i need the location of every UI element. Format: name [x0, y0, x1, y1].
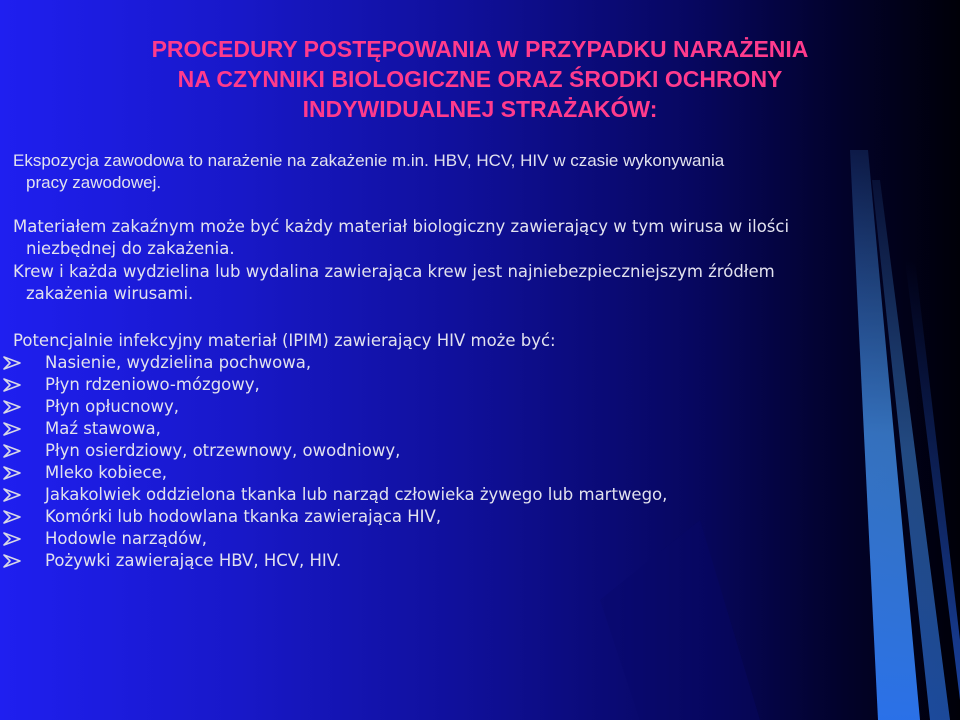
list-item: [0, 374, 667, 396]
list-intro: Potencjalnie infekcyjny materiał (IPIM) zawierający HIV może być:: [13, 331, 556, 350]
list-item: [0, 440, 667, 462]
paragraph-exposure: Ekspozycja zawodowa to narażenie na zakażenie m.in. HBV, HCV, HIV w czasie wykonywania pracy zawodowej.: [13, 151, 725, 192]
list-item-text: Płyn opłucnowy,: [45, 397, 179, 416]
title-line-2: NA CZYNNIKI BIOLOGICZNE ORAZ ŚRODKI OCHRONY: [177, 66, 783, 92]
list-item: [0, 528, 667, 550]
list-item: [0, 506, 667, 528]
arrowhead-bullet-icon: [3, 554, 21, 568]
list-item-text: Płyn rdzeniowo-mózgowy,: [45, 375, 260, 394]
paragraph-blood-source: Krew i każda wydzielina lub wydalina zawierająca krew jest najniebezpieczniejszym źródłem zakażenia wirusami.: [13, 262, 775, 303]
list-item-text: Nasienie, wydzielina pochwowa,: [45, 353, 312, 372]
arrowhead-bullet-icon: [3, 510, 21, 524]
arrowhead-bullet-icon: [3, 466, 21, 480]
arrowhead-bullet-icon: [3, 488, 21, 502]
list-item-text: Hodowle narządów,: [45, 529, 207, 548]
list-item: [0, 396, 667, 418]
list-item-text: Mleko kobiece,: [45, 463, 168, 482]
list-item-text: Jakakolwiek oddzielona tkanka lub narząd człowieka żywego lub martwego,: [45, 485, 668, 504]
list-item: [0, 418, 667, 440]
arrowhead-bullet-icon: [3, 400, 21, 414]
list-item-text: Płyn osierdziowy, otrzewnowy, owodniowy,: [45, 441, 401, 460]
arrowhead-bullet-icon: [3, 378, 21, 392]
list-item: [0, 484, 667, 506]
arrowhead-bullet-icon: [3, 422, 21, 436]
list-item-text: Maź stawowa,: [45, 419, 161, 438]
title-line-3: INDYWIDUALNEJ STRAŻAKÓW:: [302, 96, 658, 122]
list-item-text: Komórki lub hodowlana tkanka zawierająca HIV,: [45, 507, 442, 526]
list-item: [0, 462, 667, 484]
arrowhead-bullet-icon: [3, 444, 21, 458]
arrowhead-bullet-icon: [3, 532, 21, 546]
title-line-1: PROCEDURY POSTĘPOWANIA W PRZYPADKU NARAŻENIA: [151, 36, 809, 62]
bullet-list: [0, 352, 667, 572]
arrowhead-bullet-icon: [3, 356, 21, 370]
list-item-text: Pożywki zawierające HBV, HCV, HIV.: [45, 551, 342, 570]
list-item: [0, 550, 667, 572]
slide-title: [0, 34, 960, 124]
paragraph-infectious-material: Materiałem zakaźnym może być każdy materiał biologiczny zawierający w tym wirusa w ilości niezbędnej do zakażenia.: [13, 217, 790, 258]
list-item: [0, 352, 667, 374]
